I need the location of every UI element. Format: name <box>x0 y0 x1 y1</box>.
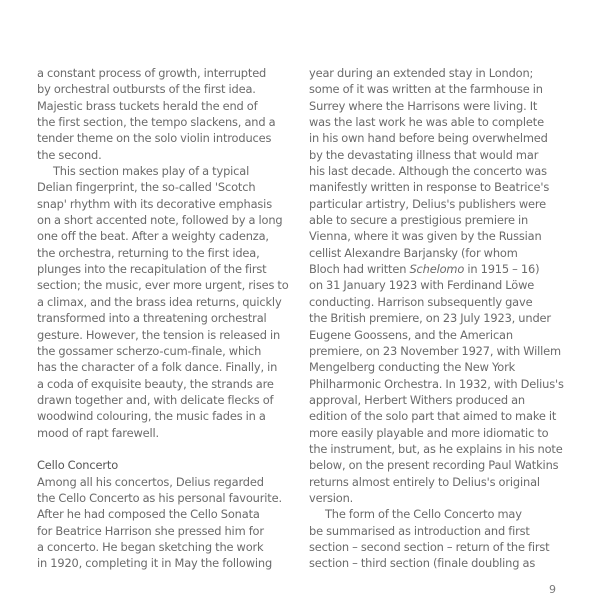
text-line: transformed into a threatening orchestral <box>37 311 267 326</box>
text-line: Majestic brass tuckets herald the end of <box>37 98 258 113</box>
text-line: Delian fingerprint, the so-called 'Scotch <box>37 180 256 195</box>
text-line: some of it was written at the farmhouse in <box>309 82 543 97</box>
text-line: tender theme on the solo violin introduces <box>37 131 272 146</box>
text-line-schelomo <box>309 261 581 277</box>
text-line: by orchestral outbursts of the first idea. <box>37 82 256 97</box>
paragraph-form <box>309 506 581 571</box>
section-heading: Cello Concerto <box>37 458 119 473</box>
text-line: the British premiere, on 23 July 1923, under <box>309 311 551 326</box>
text-line: one off the beat. After a weighty cadenza, <box>37 229 269 244</box>
text-line: After he had composed the Cello Sonata <box>37 507 260 522</box>
text-line: section; the music, ever more urgent, rises to <box>37 278 289 293</box>
text-line: able to secure a prestigious premiere in <box>309 213 529 228</box>
text-line: more easily playable and more idiomatic to <box>309 425 549 440</box>
text-line: particular artistry, Delius's publishers were <box>309 196 546 211</box>
text-line: in his own hand before being overwhelmed <box>309 131 548 146</box>
paragraph-growth <box>37 65 305 163</box>
text-line: Philharmonic Orchestra. In 1932, with Delius's <box>309 376 564 391</box>
paragraph-scotch-snap <box>37 163 305 441</box>
text-line: a constant process of growth, interrupted <box>37 66 267 80</box>
text-line: The form of the Cello Concerto may <box>325 507 522 522</box>
text-line: cellist Alexandre Barjansky (for whom <box>309 245 518 260</box>
text-line: section – second section – return of the first <box>309 539 550 554</box>
text-line: drawn together and, with delicate flecks of <box>37 392 274 407</box>
text-line: the second. <box>37 147 102 162</box>
paragraph-spacer <box>37 441 305 457</box>
text-line: in 1920, completing it in May the following <box>37 556 273 571</box>
text-line: woodwind colouring, the music fades in a <box>37 409 266 424</box>
paragraph-cello-concerto-intro <box>37 474 305 572</box>
text-line: his last decade. Although the concerto was <box>309 164 547 179</box>
text-line: Mengelberg conducting the New York <box>309 360 516 375</box>
text-run: Bloch had written <box>309 262 410 277</box>
text-line: has the character of a folk dance. Finally, in <box>37 360 278 375</box>
text-line: Vienna, where it was given by the Russian <box>309 229 542 244</box>
text-line: was the last work he was able to complete <box>309 115 544 130</box>
text-line: on a short accented note, followed by a long <box>37 213 283 228</box>
text-line: below, on the present recording Paul Watkins <box>309 458 559 473</box>
text-line: the Cello Concerto as his personal favourite. <box>37 490 282 505</box>
left-column <box>37 65 305 572</box>
text-line: year during an extended stay in London; <box>309 66 534 80</box>
text-line: conducting. Harrison subsequently gave <box>309 294 533 309</box>
text-line: a climax, and the brass idea returns, quickly <box>37 294 282 309</box>
paragraph-premieres <box>309 65 581 506</box>
text-line: the orchestra, returning to the first idea, <box>37 245 260 260</box>
text-line: Among all his concertos, Delius regarded <box>37 474 264 489</box>
text-line: snap' rhythm with its decorative emphasis <box>37 196 272 211</box>
text-run: in 1915 – 16) <box>464 262 540 277</box>
text-line: approval, Herbert Withers produced an <box>309 392 525 407</box>
text-line: This section makes play of a typical <box>53 164 250 179</box>
text-line: gesture. However, the tension is released in <box>37 327 281 342</box>
text-line: edition of the solo part that aimed to make it <box>309 409 557 424</box>
work-title-italic: Schelomo <box>409 262 465 277</box>
text-line: mood of rapt farewell. <box>37 425 159 440</box>
text-line: the instrument, but, as he explains in his note <box>309 441 563 456</box>
text-line: the first section, the tempo slackens, and a <box>37 115 276 130</box>
text-line: manifestly written in response to Beatrice's <box>309 180 550 195</box>
text-line: plunges into the recapitulation of the first <box>37 262 267 277</box>
text-line: returns almost entirely to Delius's original <box>309 474 540 489</box>
text-line: section – third section (finale doubling as <box>309 556 536 571</box>
text-line: be summarised as introduction and first <box>309 523 530 538</box>
text-line: Eugene Goossens, and the American <box>309 327 513 342</box>
text-line: for Beatrice Harrison she pressed him for <box>37 523 264 538</box>
right-column <box>309 65 581 572</box>
text-line: a concerto. He began sketching the work <box>37 539 264 554</box>
text-line: by the devastating illness that would mar <box>309 147 539 162</box>
text-line: the gossamer scherzo-cum-finale, which <box>37 343 262 358</box>
text-line: on 31 January 1923 with Ferdinand Löwe <box>309 278 535 293</box>
text-line: Surrey where the Harrisons were living. It <box>309 98 538 113</box>
text-line: version. <box>309 490 354 505</box>
page-number: 9 <box>549 583 556 596</box>
text-line: premiere, on 23 November 1927, with Willem <box>309 343 561 358</box>
text-line: a coda of exquisite beauty, the strands are <box>37 376 274 391</box>
